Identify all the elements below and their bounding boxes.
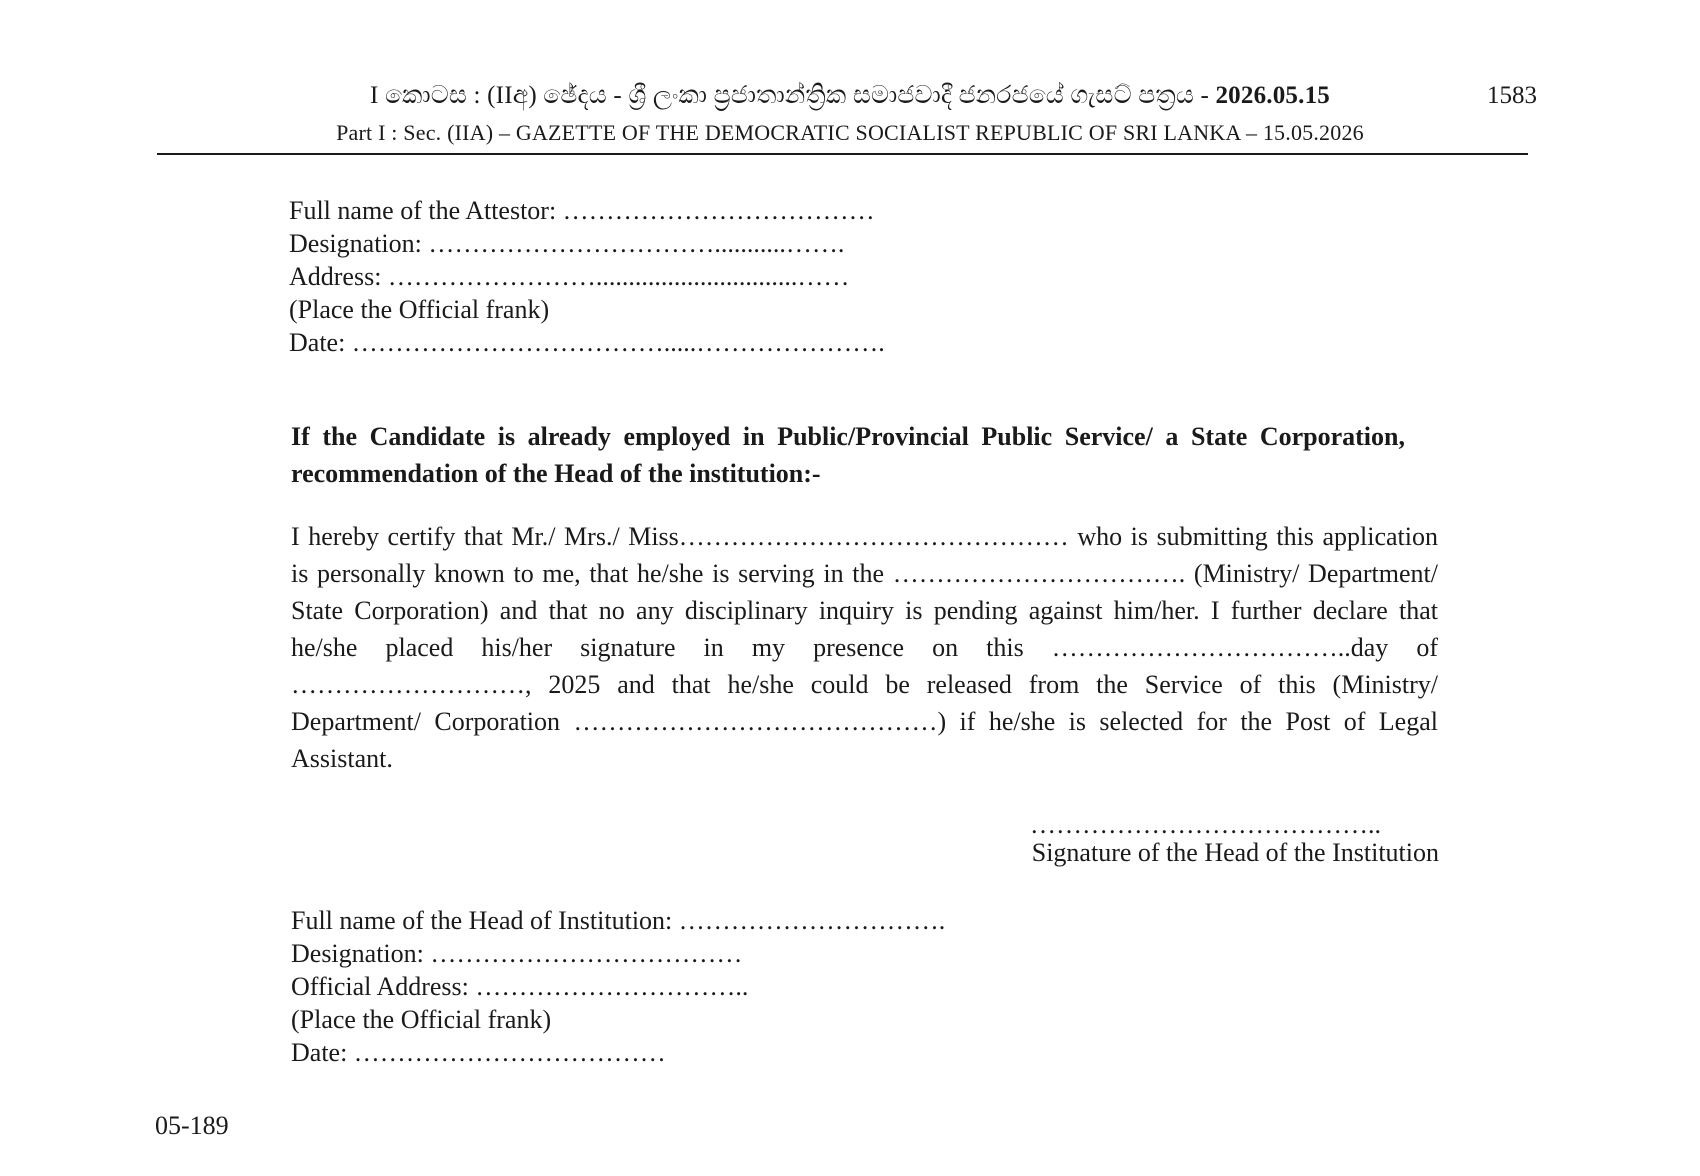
- gazette-header-date: 2026.05.15: [1215, 82, 1330, 109]
- attestor-designation-field: Designation: ……………………………...........…….: [289, 229, 845, 258]
- attestor-details: [289, 194, 885, 359]
- signature-caption: Signature of the Head of the Institution: [1031, 838, 1439, 867]
- page-number: 1583: [1487, 82, 1537, 109]
- attestor-official-frank-note: (Place the Official frank): [289, 295, 550, 324]
- attestor-date-field: Date: ……………………………….....………………….: [289, 328, 885, 357]
- signature-line: …………………………………..: [1030, 810, 1381, 839]
- attestor-address-field: Address: ……………………...............................……: [289, 262, 850, 291]
- head-official-frank-note: (Place the Official frank): [291, 1005, 552, 1034]
- head-designation-field: Designation: ………………………………: [291, 939, 743, 968]
- document-code: 05-189: [155, 1111, 229, 1140]
- head-of-institution-details: [291, 904, 945, 1069]
- header-divider: [157, 153, 1528, 155]
- head-official-address-field: Official Address: …………………………..: [291, 972, 749, 1001]
- certification-paragraph: I hereby certify that Mr./ Mrs./ Miss……………………………………… who is submitting this application is personally known to me, that he/she is serving in the ……………………………. (Ministry/ Department/ State Corporation) and that no any disciplinary inquiry is pending against him/her. I further declare that he/she placed his/her signature in my presence on this ……………………………..day of ………………………, 2025 and that he/she could be released from the Service of this (Ministry/ Department/ Corporation ……………………………………) if he/she is selected for the Post of Legal Assistant.: [291, 522, 1438, 773]
- head-full-name-field: Full name of the Head of Institution: ………………………….: [291, 906, 946, 935]
- attestor-full-name-field: Full name of the Attestor: ………………………………: [289, 196, 875, 225]
- gazette-header-sinhala: [0, 82, 1700, 110]
- head-date-field: Date: ………………………………: [291, 1038, 666, 1067]
- section-heading: If the Candidate is already employed in Public/Provincial Public Service/ a State Corporation, recommendation of the Head of the institution:-: [291, 422, 1405, 488]
- gazette-header-sinhala-text: I කොටස : (IIඅ) ඡේදය - ශ්‍රී ලංකා ප්‍රජාතාන්ත්‍රික සමාජවාදී ජනරජයේ ගැසට් පත්‍රය -: [370, 82, 1216, 109]
- gazette-header-english: Part I : Sec. (IIA) – GAZETTE OF THE DEMOCRATIC SOCIALIST REPUBLIC OF SRI LANKA – 15.05.2026: [336, 120, 1364, 145]
